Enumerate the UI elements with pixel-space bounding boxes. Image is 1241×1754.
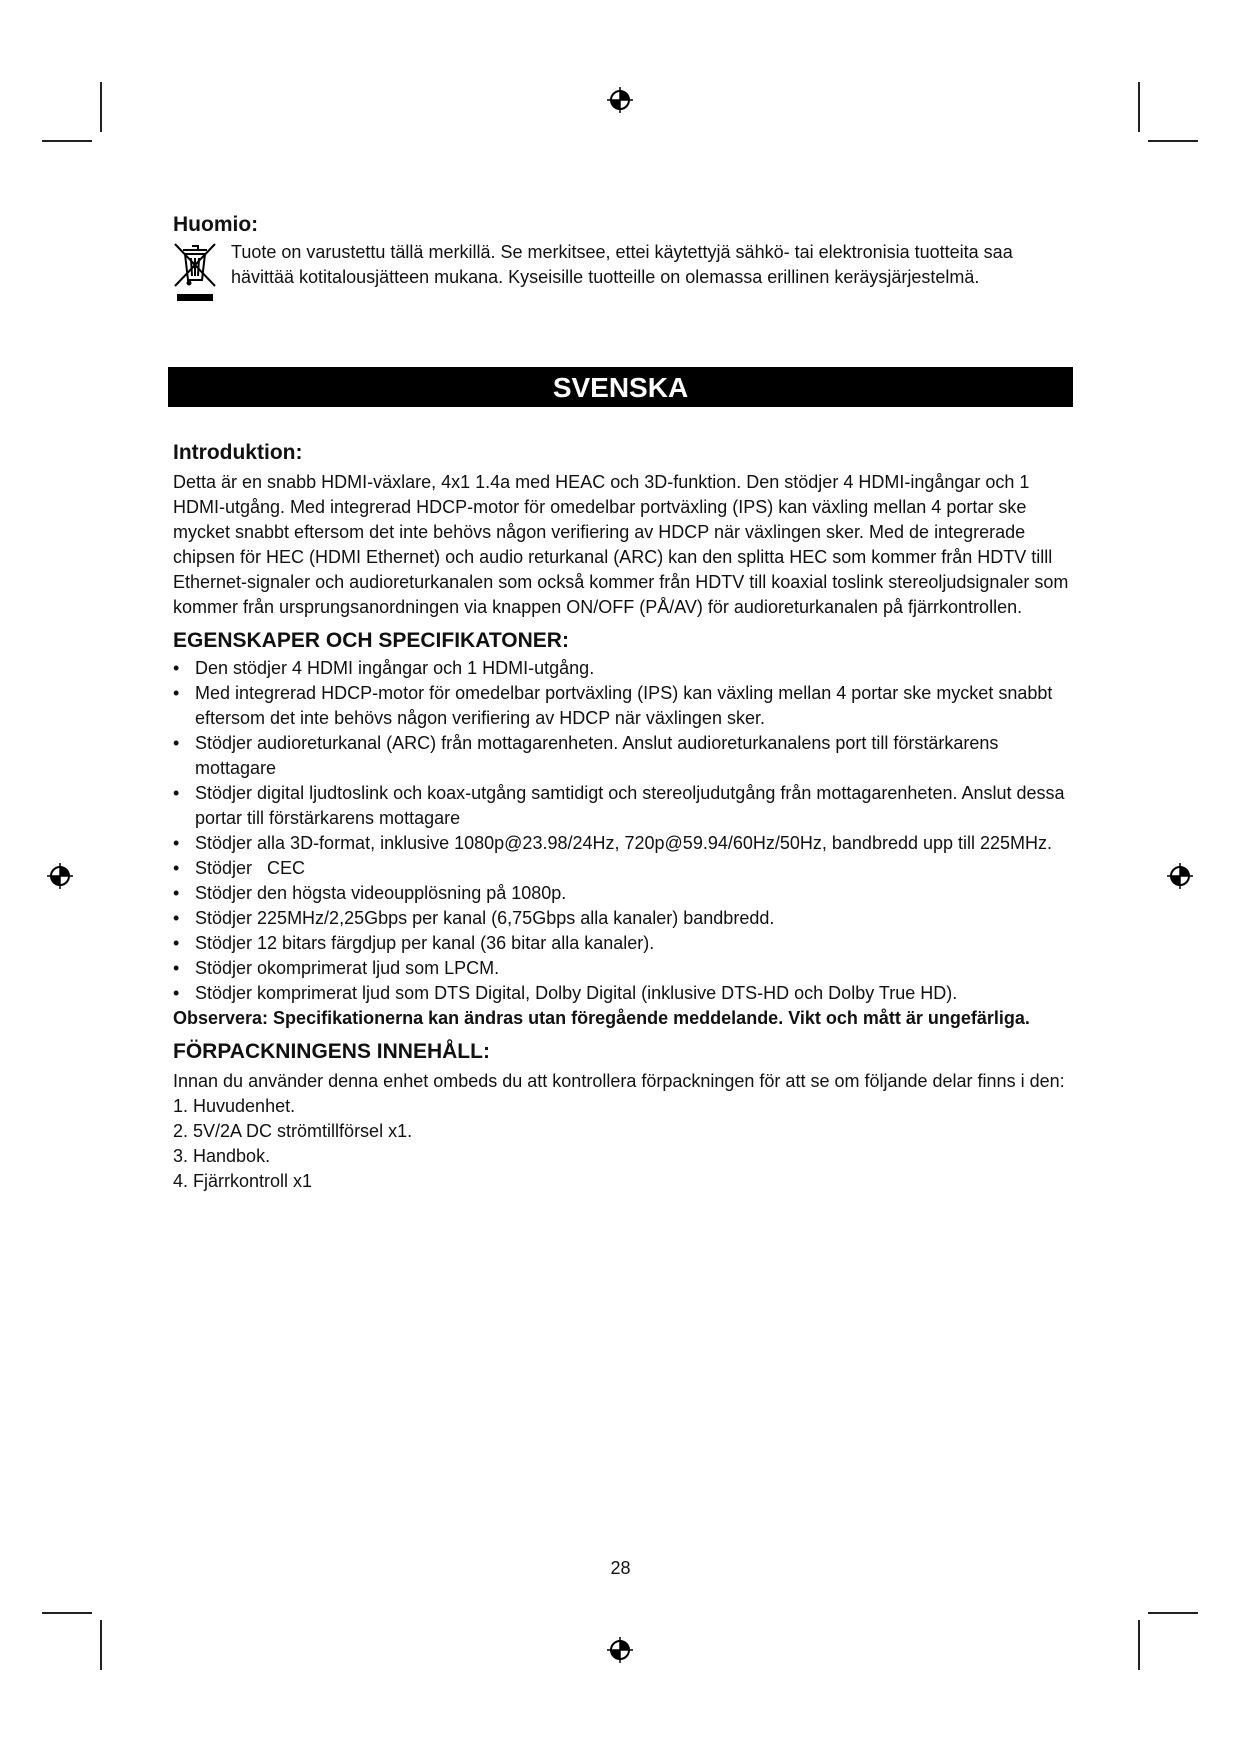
package-text: Innan du använder denna enhet ombeds du att kontrollera förpackningen för att se om följande delar finns i den: xyxy=(173,1071,1065,1091)
list-item: • Stödjer CEC xyxy=(173,856,1078,881)
list-item: • Stödjer 12 bitars färgdjup per kanal (36 bitar alla kanaler). xyxy=(173,931,1078,956)
list-item: • Stödjer alla 3D-format, inklusive 1080p@23.98/24Hz, 720p@59.94/60Hz/50Hz, bandbredd upp till 225MHz. xyxy=(173,831,1078,856)
crop-mark-br-v xyxy=(1138,1620,1140,1670)
crop-mark-br-h xyxy=(1148,1612,1198,1614)
page-number: 28 xyxy=(610,1558,631,1578)
list-item: • Stödjer den högsta videoupplösning på 1080p. xyxy=(173,881,1078,906)
list-item: 4. Fjärrkontroll x1 xyxy=(173,1171,313,1191)
list-item: • Stödjer audioreturkanal (ARC) från mottagarenheten. Anslut audioreturkanalens port till förstärkarens mottagare xyxy=(173,731,1078,781)
intro-heading: Introduktion: xyxy=(173,441,303,464)
registration-mark-top-icon xyxy=(606,86,634,114)
crop-mark-bl-h xyxy=(42,1612,92,1614)
spec-note: Observera: Specifikationerna kan ändras utan föregående meddelande. Vikt och mått är ungefärliga. xyxy=(173,1008,1030,1028)
list-item: • Stödjer digital ljudtoslink och koax-utgång samtidigt och stereoljudutgång från mottagarenheten. Anslut dessa portar till förstärkarens mottagare xyxy=(173,781,1078,831)
package-heading: FÖRPACKNINGENS INNEHÅLL: xyxy=(173,1040,490,1063)
features-heading: EGENSKAPER OCH SPECIFIKATONER: xyxy=(173,629,569,652)
package-list xyxy=(173,1094,1078,1194)
registration-mark-right-icon xyxy=(1166,862,1194,890)
warning-heading: Huomio: xyxy=(173,213,259,236)
crop-mark-tl-h xyxy=(42,140,92,142)
list-item: • Den stödjer 4 HDMI ingångar och 1 HDMI-utgång. xyxy=(173,656,1078,681)
swedish-content xyxy=(173,440,1078,1194)
list-item: 1. Huvudenhet. xyxy=(173,1096,296,1116)
registration-mark-bottom-icon xyxy=(606,1636,634,1664)
list-item: • Stödjer komprimerat ljud som DTS Digital, Dolby Digital (inklusive DTS-HD och Dolby True HD). xyxy=(173,981,1078,1006)
warning-text: Tuote on varustettu tällä merkillä. Se merkitsee, ettei käytettyjä sähkö- tai elektronisia tuotteita saa hävittää kotitalousjätteen mukana. Kyseisille tuotteille on olemassa erillinen keräysjärjestelmä. xyxy=(231,242,1013,287)
features-list xyxy=(173,656,1078,1006)
crop-mark-tr-v xyxy=(1138,82,1140,132)
crop-mark-bl-v xyxy=(100,1620,102,1670)
list-item: • Stödjer 225MHz/2,25Gbps per kanal (6,75Gbps alla kanaler) bandbredd. xyxy=(173,906,1078,931)
list-item: 2. 5V/2A DC strömtillförsel x1. xyxy=(173,1121,413,1141)
intro-text: Detta är en snabb HDMI-växlare, 4x1 1.4a med HEAC och 3D-funktion. Den stödjer 4 HDMI-ingångar och 1 HDMI-utgång. Med integrerad HDCP-motor för omedelbar portväxling (IPS) kan växling mellan 4 portar ske mycket snabbt eftersom det inte behövs någon verifiering av HDCP när växlingen sker. Med de integrerade chipsen för HEC (HDMI Ethernet) och audio returkanal (ARC) kan den splitta HEC som kommer från HDTV tilll Ethernet-signaler och audioreturkanalen som också kommer från HDTV till koaxial toslink stereoljudsignaler som kommer från ursprungsanordningen via knappen ON/OFF (PÅ/AV) för audioreturkanalen på fjärrkontrollen. xyxy=(173,472,1069,617)
warning-body xyxy=(173,240,1073,290)
registration-mark-left-icon xyxy=(46,862,74,890)
list-item: 3. Handbok. xyxy=(173,1146,271,1166)
crop-mark-tl-v xyxy=(100,82,102,132)
list-item: • Stödjer okomprimerat ljud som LPCM. xyxy=(173,956,1078,981)
crop-mark-tr-h xyxy=(1148,140,1198,142)
list-item: • Med integrerad HDCP-motor för omedelbar portväxling (IPS) kan växling mellan 4 portar ske mycket snabbt eftersom det inte behövs någon verifiering av HDCP när växlingen sker. xyxy=(173,681,1078,731)
weee-crossed-bin-icon xyxy=(173,242,217,304)
warning-section xyxy=(173,212,1073,290)
language-banner: SVENSKA xyxy=(168,367,1073,407)
